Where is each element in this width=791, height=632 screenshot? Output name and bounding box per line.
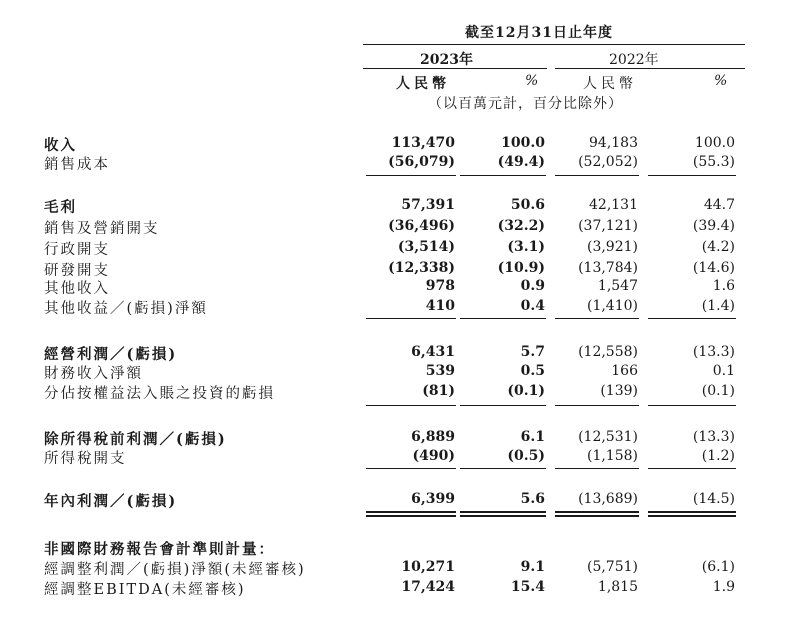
cell-2023-pct: 100.0 bbox=[501, 135, 545, 151]
total-double-rule bbox=[460, 515, 546, 517]
cell-2022-pct: (13.3) bbox=[692, 429, 735, 445]
subtotal-rule bbox=[648, 318, 736, 319]
cell-2023-rmb: 410 bbox=[425, 298, 455, 314]
cell-2022-rmb: (52,052) bbox=[578, 154, 638, 170]
cell-2022-rmb: (13,784) bbox=[578, 260, 638, 276]
row-label-equity-losses: 分佔按權益法入賬之投資的虧損 bbox=[44, 386, 275, 402]
cell-2022-pct: (14.6) bbox=[692, 260, 735, 276]
year-2022-rule bbox=[555, 68, 745, 69]
subtotal-rule bbox=[648, 405, 736, 406]
cell-2023-rmb: (56,079) bbox=[388, 154, 455, 170]
cell-2023-pct: (0.1) bbox=[507, 383, 545, 399]
cell-2023-pct: 6.1 bbox=[520, 429, 545, 445]
row-label-profit-for-year: 年內利潤／(虧損) bbox=[44, 493, 178, 510]
cell-2022-rmb: (3,921) bbox=[586, 239, 638, 255]
cell-2023-pct: (0.5) bbox=[507, 448, 545, 464]
subtotal-rule bbox=[366, 468, 456, 469]
subtotal-rule bbox=[460, 405, 546, 406]
col-pct-2022: % bbox=[714, 73, 728, 89]
cell-2023-pct: 9.1 bbox=[520, 559, 545, 575]
cell-2022-rmb: (13,689) bbox=[578, 491, 638, 507]
cell-2022-rmb: 1,815 bbox=[597, 579, 638, 595]
cell-2023-rmb: (81) bbox=[422, 383, 455, 399]
row-label-adjusted-net-profit: 經調整利潤／(虧損)淨額(未經審核) bbox=[44, 562, 306, 578]
row-label-gross-profit: 毛利 bbox=[44, 199, 77, 216]
cell-2023-pct: (3.1) bbox=[507, 239, 545, 255]
unit-note: （以百萬元計，百分比除外） bbox=[428, 96, 623, 112]
cell-2022-rmb: (139) bbox=[600, 383, 638, 399]
cell-2022-pct: (4.2) bbox=[701, 239, 735, 255]
cell-2023-pct: 5.6 bbox=[520, 491, 545, 507]
subtotal-rule bbox=[555, 468, 639, 469]
row-label-income-tax: 所得稅開支 bbox=[44, 451, 127, 467]
row-label-operating-profit: 經營利潤／(虧損) bbox=[44, 346, 178, 363]
period-rule bbox=[363, 44, 745, 45]
subtotal-rule bbox=[460, 468, 546, 469]
row-label-non-ifrs: 非國際財務報告會計準則計量： bbox=[44, 541, 275, 558]
cell-2022-pct: (13.3) bbox=[692, 344, 735, 360]
row-label-profit-before-tax: 除所得稅前利潤／(虧損) bbox=[44, 431, 227, 448]
cell-2022-pct: 100.0 bbox=[694, 135, 735, 151]
cell-2022-rmb: (12,558) bbox=[578, 344, 638, 360]
subtotal-rule bbox=[555, 318, 639, 319]
cell-2022-pct: (55.3) bbox=[692, 154, 735, 170]
cell-2023-rmb: (36,496) bbox=[388, 218, 455, 234]
subtotal-rule bbox=[555, 175, 639, 176]
cell-2023-pct: 0.4 bbox=[520, 298, 545, 314]
cell-2023-pct: 0.9 bbox=[520, 278, 545, 294]
row-label-finance-income: 財務收入淨額 bbox=[44, 366, 143, 382]
total-double-rule bbox=[555, 515, 639, 517]
subtotal-rule bbox=[460, 175, 546, 176]
cell-2022-pct: 44.7 bbox=[703, 197, 735, 213]
subtotal-rule bbox=[648, 175, 736, 176]
subtotal-rule bbox=[366, 318, 456, 319]
cell-2022-pct: (1.2) bbox=[701, 448, 735, 464]
total-double-rule bbox=[366, 511, 456, 513]
cell-2023-rmb: 6,431 bbox=[411, 344, 455, 360]
cell-2023-rmb: 6,399 bbox=[411, 491, 455, 507]
cell-2023-rmb: 10,271 bbox=[401, 559, 455, 575]
cell-2022-pct: (0.1) bbox=[701, 383, 735, 399]
total-double-rule bbox=[648, 515, 736, 517]
subtotal-rule bbox=[648, 468, 736, 469]
cell-2022-pct: 1.9 bbox=[712, 579, 735, 595]
cell-2023-rmb: 539 bbox=[425, 363, 455, 379]
total-double-rule bbox=[555, 511, 639, 513]
row-label-cost-of-sales: 銷售成本 bbox=[44, 157, 110, 173]
year-2023-rule bbox=[363, 68, 547, 69]
col-rmb-2022: 人民幣 bbox=[583, 76, 637, 92]
year-2022-label: 2022年 bbox=[609, 52, 659, 68]
cell-2023-rmb: 17,424 bbox=[401, 579, 455, 595]
subtotal-rule bbox=[366, 405, 456, 406]
cell-2023-rmb: (3,514) bbox=[397, 239, 455, 255]
cell-2022-pct: (39.4) bbox=[692, 218, 735, 234]
cell-2023-pct: (10.9) bbox=[497, 260, 545, 276]
cell-2022-pct: 0.1 bbox=[712, 363, 735, 379]
cell-2023-pct: 0.5 bbox=[520, 363, 545, 379]
cell-2022-pct: (6.1) bbox=[701, 559, 735, 575]
cell-2023-rmb: (490) bbox=[412, 448, 455, 464]
col-rmb-2023: 人民幣 bbox=[396, 76, 450, 92]
total-double-rule bbox=[648, 511, 736, 513]
row-label-adjusted-ebitda: 經調整EBITDA(未經審核) bbox=[44, 582, 246, 598]
total-double-rule bbox=[460, 511, 546, 513]
cell-2022-rmb: (1,410) bbox=[586, 298, 638, 314]
subtotal-rule bbox=[366, 175, 456, 176]
subtotal-rule bbox=[555, 405, 639, 406]
row-label-other-income: 其他收入 bbox=[44, 281, 110, 297]
subtotal-rule bbox=[460, 318, 546, 319]
cell-2022-rmb: 42,131 bbox=[589, 197, 638, 213]
cell-2023-pct: (49.4) bbox=[497, 154, 545, 170]
cell-2022-rmb: (1,158) bbox=[586, 448, 638, 464]
cell-2022-pct: (1.4) bbox=[701, 298, 735, 314]
row-label-selling-expenses: 銷售及營銷開支 bbox=[44, 221, 160, 237]
row-label-other-gains: 其他收益／(虧損)淨額 bbox=[44, 301, 208, 317]
cell-2022-rmb: (12,531) bbox=[578, 429, 638, 445]
cell-2022-rmb: (5,751) bbox=[586, 559, 638, 575]
col-pct-2023: % bbox=[525, 73, 539, 89]
total-double-rule bbox=[366, 515, 456, 517]
row-label-rnd-expenses: 研發開支 bbox=[44, 263, 110, 279]
cell-2022-rmb: 166 bbox=[611, 363, 638, 379]
cell-2023-pct: (32.2) bbox=[497, 218, 545, 234]
cell-2023-pct: 50.6 bbox=[510, 197, 545, 213]
row-label-admin-expenses: 行政開支 bbox=[44, 242, 110, 258]
cell-2022-pct: (14.5) bbox=[692, 491, 735, 507]
cell-2023-rmb: 113,470 bbox=[391, 135, 455, 151]
cell-2023-rmb: (12,338) bbox=[388, 260, 455, 276]
cell-2023-rmb: 6,889 bbox=[411, 429, 455, 445]
cell-2023-pct: 5.7 bbox=[520, 344, 545, 360]
cell-2023-rmb: 978 bbox=[425, 278, 455, 294]
cell-2022-pct: 1.6 bbox=[712, 278, 735, 294]
cell-2023-rmb: 57,391 bbox=[401, 197, 455, 213]
cell-2022-rmb: (37,121) bbox=[578, 218, 638, 234]
year-2023-label: 2023年 bbox=[420, 52, 473, 68]
cell-2022-rmb: 1,547 bbox=[597, 278, 638, 294]
cell-2022-rmb: 94,183 bbox=[589, 135, 638, 151]
cell-2023-pct: 15.4 bbox=[510, 579, 545, 595]
period-title: 截至12月31日止年度 bbox=[465, 25, 613, 41]
row-label-revenue: 收入 bbox=[44, 137, 77, 154]
